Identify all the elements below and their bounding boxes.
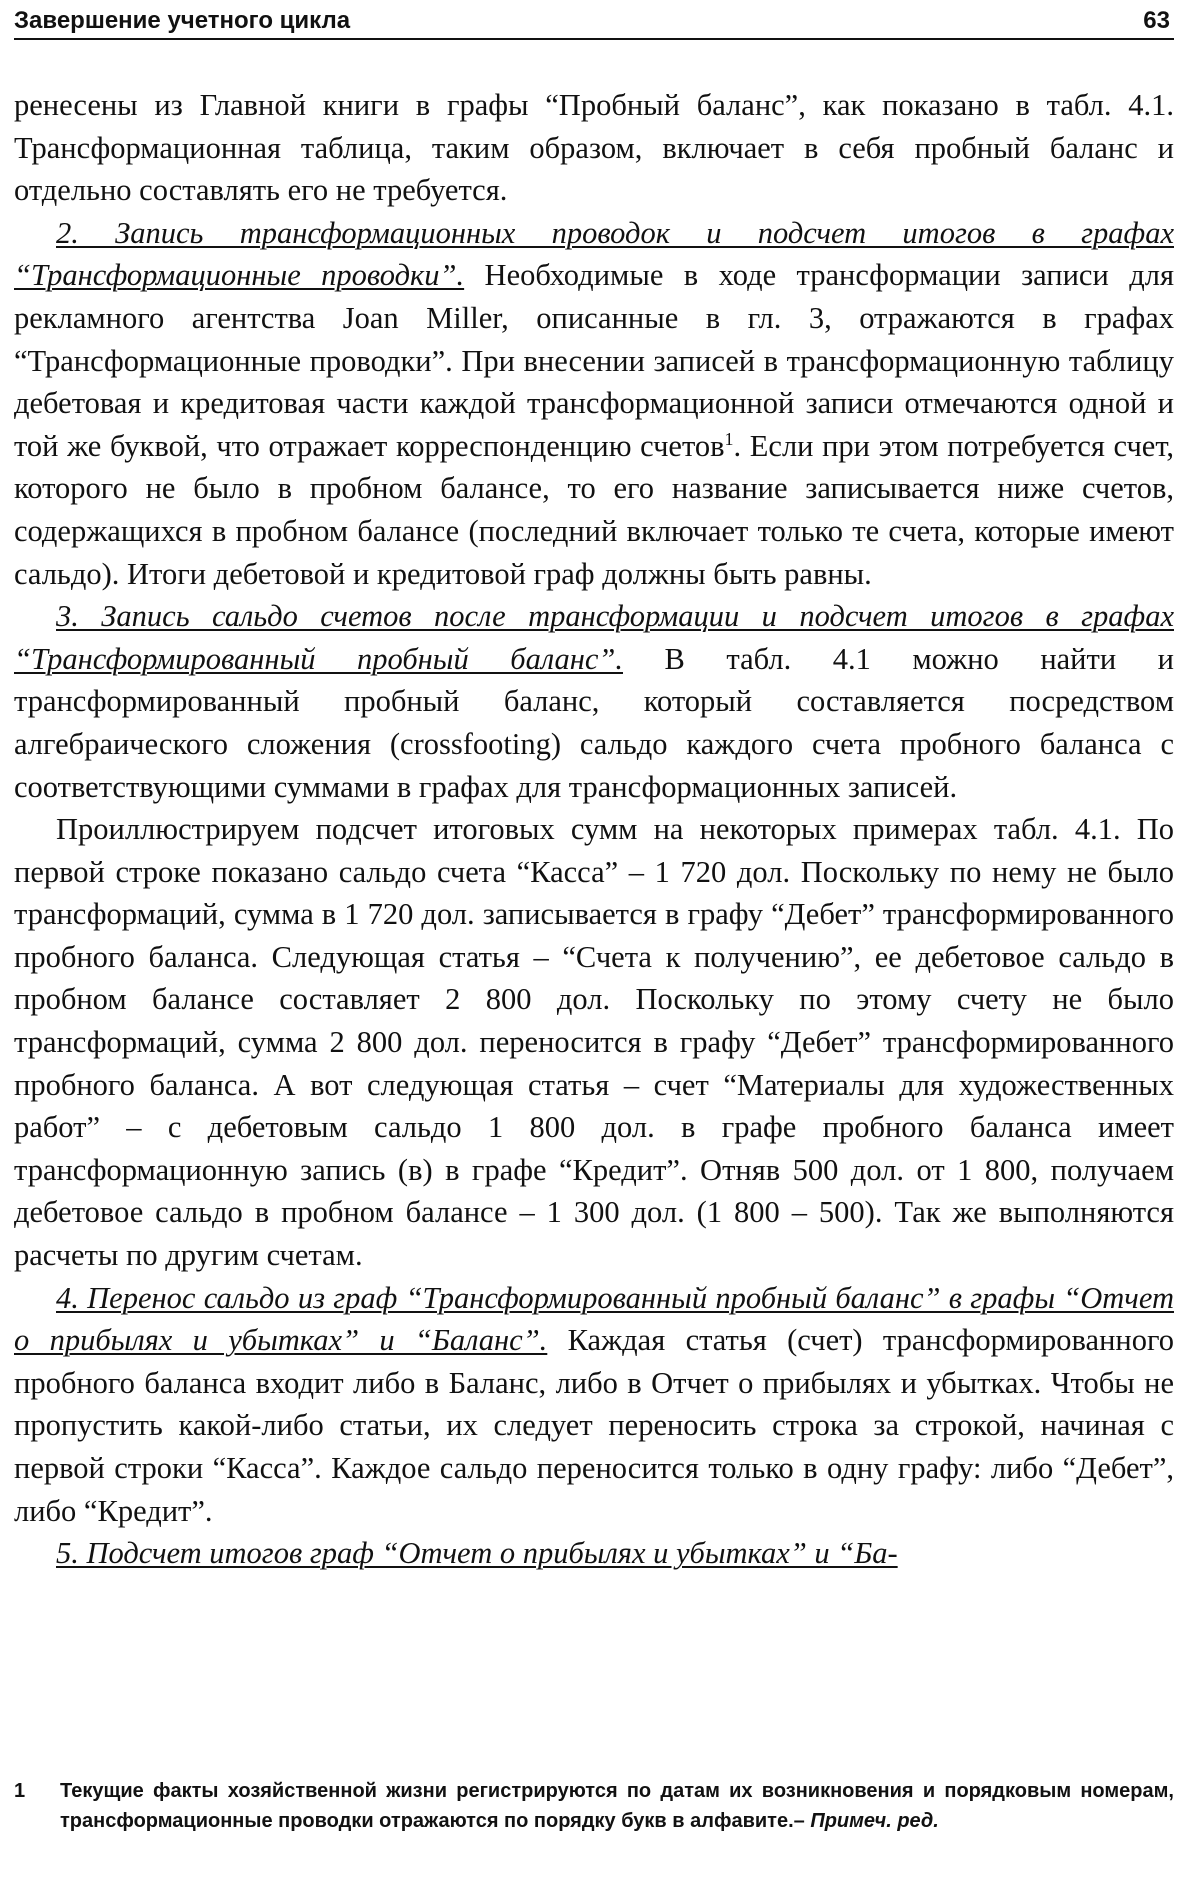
- page-number: 63: [1143, 7, 1170, 34]
- step-heading: 2. Запись трансформационных проводок и подсчет итогов в графах “Трансформационные проводки”.: [14, 215, 1174, 293]
- step-heading: 5. Подсчет итогов граф “Отчет о прибылях и убытках” и “Ба-: [56, 1536, 898, 1571]
- paragraph-text: ренесены из Главной книги в графы “Пробный баланс”, как показано в табл. 4.1. Трансформационная таблица, таким образом, включает в себя пробный баланс и отдельно составлять его не требуется.: [14, 88, 1174, 208]
- footnote: [14, 1776, 1174, 1836]
- footnote-body: Текущие факты хозяйственной жизни регистрируются по датам их возникновения и порядковым номерам, трансформационные проводки отражаются по порядку букв в алфавите.–: [60, 1780, 1174, 1832]
- paragraph-text: Каждая статья (счет) трансформированного пробного баланса входит либо в Баланс, либо в Отчет о прибылях и убытках. Чтобы не пропустить какой-либо статьи, их следует переносить строка за строкой, начиная с первой строки “Касса”. Каждое сальдо переносится только в одну графу: либо “Дебет”, либо “Кредит”.: [14, 1323, 1174, 1528]
- book-page: [14, 0, 1186, 1890]
- running-head: [14, 4, 1174, 40]
- paragraph-example: [14, 808, 1174, 1277]
- step-heading: 3. Запись сальдо счетов после трансформации и подсчет итогов в графах “Трансформированный пробный баланс”.: [14, 599, 1174, 676]
- paragraph-text: В табл. 4.1 можно найти и трансформированный пробный баланс, который составляется посредством алгебраического сложения (crossfooting) сальдо каждого счета пробного баланса с соответствующими суммами в графах для трансформационных записей.: [14, 641, 1174, 804]
- paragraph-text: Необходимые в ходе трансформации записи для рекламного агентства Joan Miller, описанные в гл. 3, отражаются в графах “Трансформационные проводки”. При внесении записей в трансформационную таблицу дебетовая и кредитовая части каждой трансформационной записи отмечаются одной и той же буквой, что отражает корреспонденцию счетов: [14, 258, 1174, 463]
- footnote-mark: 1: [14, 1780, 26, 1802]
- paragraph-step-5: [14, 1532, 1174, 1575]
- paragraph-continued: [14, 84, 1174, 212]
- step-heading: 4. Перенос сальдо из граф “Трансформированный пробный баланс” в графы “Отчет о прибылях и убытках” и “Баланс”.: [14, 1280, 1174, 1358]
- paragraph-step-2: [14, 212, 1174, 595]
- paragraph-text: . Если при этом потребуется счет, которого не было в пробном балансе, то его название записывается ниже счетов, содержащихся в пробном балансе (последний включает только те счета, которые имеют сальдо). Итоги дебетовой и кредитовой граф должны быть равны.: [14, 428, 1174, 591]
- editor-note: Примеч. ред.: [804, 1810, 939, 1832]
- body-text: [14, 84, 1174, 1575]
- paragraph-step-4: [14, 1277, 1174, 1533]
- footnote-reference: 1: [724, 428, 734, 449]
- footnote-text: [60, 1776, 1174, 1836]
- chapter-title: Завершение учетного цикла: [14, 7, 351, 34]
- paragraph-step-3: [14, 595, 1174, 808]
- paragraph-text: Проиллюстрируем подсчет итоговых сумм на некоторых примерах табл. 4.1. По первой строке показано сальдо счета “Касса” – 1 720 дол. Поскольку по нему не было трансформаций, сумма в 1 720 дол. записывается в графу “Дебет” трансформированного пробного баланса. Следующая статья – “Счета к получению”, ее дебетовое сальдо в пробном балансе составляет 2 800 дол. Поскольку по этому счету не было трансформаций, сумма 2 800 дол. переносится в графу “Дебет” трансформированного пробного баланса. А вот следующая статья – счет “Материалы для художественных работ” – с дебетовым сальдо 1 800 дол. в графе пробного баланса имеет трансформационную запись (в) в графе “Кредит”. Отняв 500 дол. от 1 800, получаем дебетовое сальдо в пробном балансе – 1 300 дол. (1 800 – 500). Так же выполняются расчеты по другим счетам.: [14, 812, 1174, 1273]
